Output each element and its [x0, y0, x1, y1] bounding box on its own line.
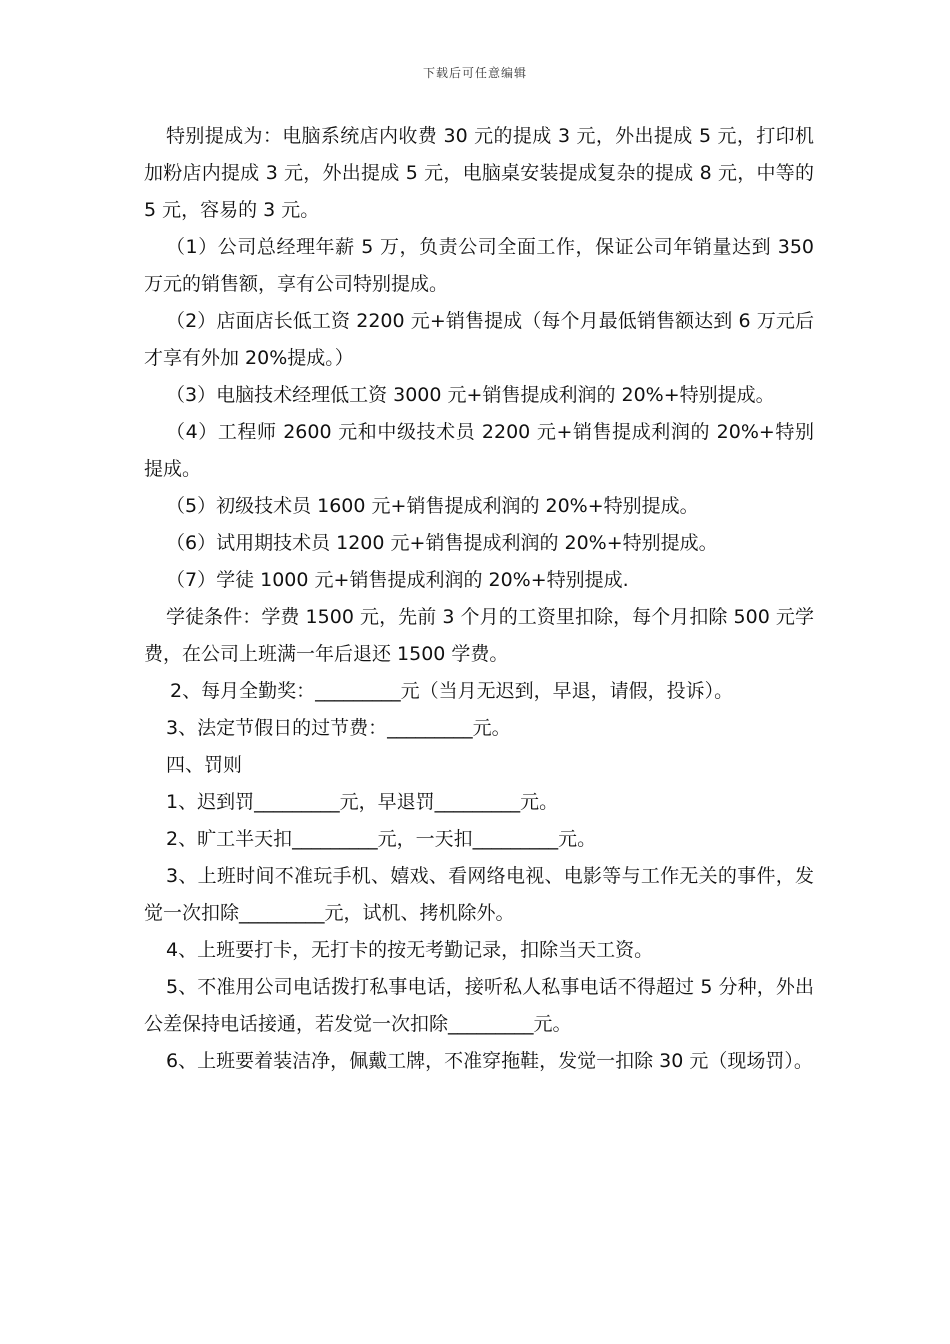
paragraph-item-3: （3）电脑技术经理低工资 3000 元+销售提成利润的 20%+特别提成。 — [166, 384, 775, 406]
paragraph-penalty-5: 5、不准用公司电话拨打私事电话，接听私人私事电话不得超过 5 分种，外出公差保持电话接通，若发觉一次扣除_________元。 — [144, 976, 814, 1035]
paragraph-item-5: （5）初级技术员 1600 元+销售提成利润的 20%+特别提成。 — [166, 495, 699, 517]
section-heading-penalties: 四、罚则 — [166, 754, 243, 776]
paragraph-attendance-bonus: 2、每月全勤奖：_________元（当月无迟到，早退，请假，投诉）。 — [170, 680, 734, 702]
paragraph-penalty-1: 1、迟到罚_________元，早退罚_________元。 — [166, 791, 559, 813]
paragraph-apprentice-conditions: 学徒条件：学费 1500 元，先前 3 个月的工资里扣除，每个月扣除 500 元学费，在公司上班满一年后退还 1500 学费。 — [144, 606, 814, 665]
paragraph-item-6: （6）试用期技术员 1200 元+销售提成利润的 20%+特别提成。 — [166, 532, 718, 554]
paragraph-item-7: （7）学徒 1000 元+销售提成利润的 20%+特别提成. — [166, 569, 629, 591]
paragraph-item-1: （1）公司总经理年薪 5 万，负责公司全面工作，保证公司年销量达到 350 万元的销售额，享有公司特别提成。 — [144, 236, 814, 295]
paragraph-special-commission: 特别提成为：电脑系统店内收费 30 元的提成 3 元，外出提成 5 元，打印机加粉店内提成 3 元，外出提成 5 元，电脑桌安装提成复杂的提成 8 元，中等的 5 元，容易的 3 元。 — [144, 125, 814, 221]
paragraph-holiday-fee: 3、法定节假日的过节费：_________元。 — [166, 717, 511, 739]
paragraph-penalty-3: 3、上班时间不准玩手机、嬉戏、看网络电视、电影等与工作无关的事件，发觉一次扣除_________元，试机、拷机除外。 — [144, 865, 814, 924]
paragraph-penalty-6: 6、上班要着装洁净，佩戴工牌，不准穿拖鞋，发觉一扣除 30 元（现场罚）。 — [166, 1050, 813, 1072]
paragraph-item-2: （2）店面店长低工资 2200 元+销售提成（每个月最低销售额达到 6 万元后才享有外加 20%提成。） — [144, 310, 814, 369]
paragraph-penalty-4: 4、上班要打卡，无打卡的按无考勤记录，扣除当天工资。 — [166, 939, 654, 961]
document-body — [144, 118, 814, 1080]
page-header: 下载后可任意编辑 — [422, 66, 527, 80]
paragraph-item-4: （4）工程师 2600 元和中级技术员 2200 元+销售提成利润的 20%+特别提成。 — [144, 421, 814, 480]
paragraph-penalty-2: 2、旷工半天扣_________元，一天扣_________元。 — [166, 828, 597, 850]
